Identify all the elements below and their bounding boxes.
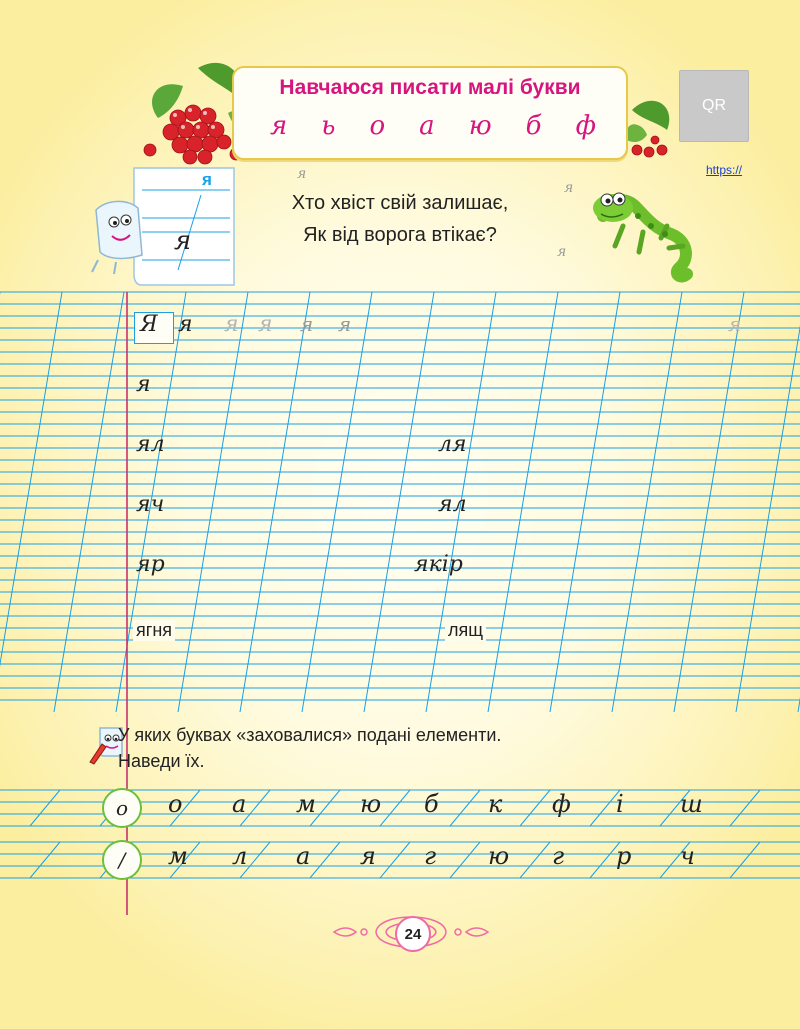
practice-word: якір — [414, 552, 463, 577]
letter-card-mascot — [86, 160, 236, 290]
element-letter: л — [232, 842, 248, 870]
element-letter: а — [232, 790, 247, 818]
element-letter: ф — [552, 790, 571, 818]
trace-letter: я — [258, 312, 273, 337]
practice-word: ля — [438, 432, 467, 457]
banner-letter: ф — [575, 111, 596, 141]
banner-letter: я — [270, 111, 288, 141]
banner-letter: б — [525, 111, 542, 141]
lizard-illustration — [583, 186, 703, 286]
sample-letter: я — [178, 312, 193, 337]
element-letter: р — [616, 842, 632, 870]
dotted-letter: я — [338, 312, 354, 336]
riddle-line: Хто хвіст свій залишає, — [291, 192, 509, 214]
element-letter: ю — [360, 790, 382, 818]
riddle-hint-letter: я — [564, 180, 576, 196]
element-circle: о — [102, 788, 142, 828]
practice-word: ял — [438, 492, 467, 517]
viburnum-right-decoration — [622, 90, 682, 170]
element-letter: і — [616, 790, 624, 818]
printed-word: лящ — [445, 620, 486, 641]
qr-code-placeholder[interactable] — [679, 70, 749, 142]
printed-word: ягня — [133, 620, 175, 641]
card-print-letter: я — [202, 170, 212, 189]
banner-letter: ь — [321, 111, 336, 141]
element-circle: / — [102, 840, 142, 880]
practice-word: яч — [136, 492, 165, 517]
card-cursive-letter: я — [174, 226, 192, 256]
page-number: 24 — [395, 916, 431, 952]
riddle-line: Як від ворога втікає? — [303, 224, 497, 246]
element-letter: г — [424, 842, 437, 870]
element-letter: м — [168, 842, 188, 870]
task-line: Наведи їх. — [118, 751, 205, 771]
qr-link[interactable]: https:// — [706, 163, 743, 177]
element-letter: ч — [680, 842, 695, 870]
practice-letter: я — [136, 372, 151, 397]
boxed-letter: Я — [140, 312, 158, 337]
riddle-hint-letter: я — [557, 244, 569, 260]
element-letter: о — [168, 790, 183, 818]
riddle-text — [250, 187, 550, 251]
element-letter: б — [424, 790, 439, 818]
banner-letter: а — [419, 111, 435, 141]
element-letter: а — [296, 842, 311, 870]
practice-word: яр — [136, 552, 165, 577]
element-letter: г — [552, 842, 565, 870]
element-letter: ш — [680, 790, 703, 818]
banner-letters — [270, 108, 596, 144]
riddle-hint-letter: я — [297, 166, 309, 182]
banner-letter: ю — [468, 111, 492, 141]
end-letter: я — [728, 312, 742, 336]
banner-letter: о — [369, 111, 386, 141]
practice-word: ял — [136, 432, 165, 457]
title-banner — [232, 66, 628, 160]
task-text — [118, 722, 501, 774]
task-line: У яких буквах «заховалися» подані елементи. — [118, 725, 502, 745]
trace-letter: я — [224, 312, 239, 337]
dotted-letter: я — [300, 312, 316, 336]
element-letter: к — [488, 790, 503, 818]
element-letter: м — [296, 790, 316, 818]
page-title: Навчаюся писати малі букви — [279, 76, 581, 99]
qr-label: QR — [702, 97, 726, 114]
element-letter: я — [360, 842, 376, 870]
element-letter: ю — [488, 842, 510, 870]
